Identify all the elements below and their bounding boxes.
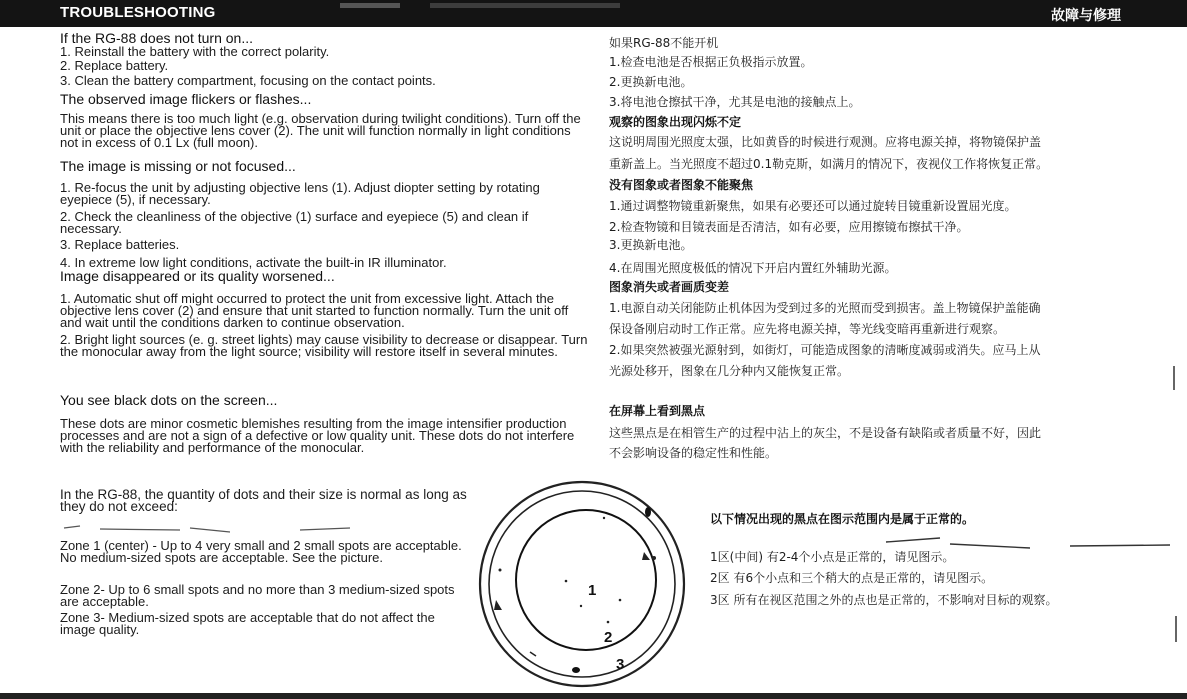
step-text: 2. Bright light sources (e. g. street lights) may cause visibility to decrease or disappear. Turn the monocular away from the light source; visibility will restore itself in several minutes. [60, 332, 588, 359]
paragraph-flicker-zh: 这说明周围光照度太强，比如黄昏的时候进行观测。应将电源关掉，将物镜保护盖 [609, 135, 1042, 149]
scan-noise [340, 3, 400, 8]
zone-1-text: Zone 1 (center) - Up to 4 very small and 2 small spots are acceptable. No medium-sized spots are acceptable. See the picture. [60, 538, 462, 565]
heading-black-dots: You see black dots on the screen... [60, 392, 278, 408]
step-text-zh: 4.在周围光照度极低的情况下开启内置红外辅助光源。 [609, 261, 897, 275]
zone-3-text-zh: 3区 所有在视区范围之外的点也是正常的，不影响对目标的观察。 [710, 593, 1058, 607]
zone-1-label: 1 [588, 582, 597, 599]
page-title-en: TROUBLESHOOTING [60, 4, 216, 21]
zone-2-text: Zone 2- Up to 6 small spots and no more than 3 medium-sized spots are acceptable. [60, 582, 455, 609]
spot-marker [530, 652, 536, 656]
heading-no-image: The image is missing or not focused... [60, 158, 296, 174]
heading-no-power-zh: 如果RG-88不能开机 [609, 36, 719, 50]
heading-dot-limits-zh: 以下情况出现的黑点在图示范围内是属于正常的。 [710, 512, 975, 526]
paragraph-black-dots-zh: 这些黑点是在相管生产的过程中沾上的灰尘，不是设备有缺陷或者质量不好，因此 [609, 426, 1042, 440]
zone-2-label: 2 [604, 629, 613, 646]
header-bar [0, 0, 1187, 27]
step-text: 3. Clean the battery compartment, focusing on the contact points. [60, 73, 436, 88]
zone-1-ring [516, 510, 656, 650]
heading-dot-limits: In the RG-88, the quantity of dots and their size is normal as long as they do not exceed: [60, 487, 467, 514]
spot-marker [652, 556, 656, 560]
scan-smudge [60, 522, 360, 536]
step-text: 2. Check the cleanliness of the objective (1) surface and eyepiece (5) and clean if necessary. [60, 209, 529, 236]
spot-marker [645, 507, 651, 517]
zone-3-label: 3 [616, 656, 625, 673]
paragraph-black-dots-zh: 不会影响设备的稳定性和性能。 [609, 446, 778, 460]
scan-smudge [880, 536, 1180, 556]
paragraph-flicker-zh: 重新盖上。当光照度不超过0.1勒克斯，如满月的情况下，夜视仪工作将恢复正常。 [609, 157, 1049, 171]
heading-flicker: The observed image flickers or flashes... [60, 91, 312, 107]
spot-marker [494, 600, 502, 610]
spot-marker [619, 599, 622, 602]
step-text: 1. Re-focus the unit by adjusting objective lens (1). Adjust diopter setting by rotating eyepiece (5), if necessary. [60, 180, 540, 207]
zone-3-ring [480, 482, 684, 686]
scan-noise [430, 3, 620, 8]
heading-no-image-zh: 没有图象或者图象不能聚焦 [609, 178, 754, 192]
heading-no-power: If the RG-88 does not turn on... [60, 30, 253, 46]
step-text-zh: 1.检查电池是否根据正负极指示放置。 [609, 55, 813, 69]
step-text-zh: 保设备刚启动时工作正常。应先将电源关掉，等光线变暗再重新进行观察。 [609, 322, 1006, 336]
step-text: 2. Replace battery. [60, 58, 169, 73]
heading-flicker-zh: 观察的图象出现闪烁不定 [609, 115, 742, 129]
step-text-zh: 1.电源自动关闭能防止机体因为受到过多的光照而受到损害。盖上物镜保护盖能确 [609, 301, 1041, 315]
page-title-zh: 故障与修理 [1051, 8, 1121, 24]
step-text-zh: 2.检查物镜和目镜表面是否清洁，如有必要，应用擦镜布擦拭干净。 [609, 220, 969, 234]
spot-marker [572, 667, 580, 673]
spot-marker [580, 605, 582, 607]
step-text-zh: 2.如果突然被强光源射到，如街灯，可能造成图象的清晰度减弱或消失。应马上从 [609, 343, 1041, 357]
zone-3-text: Zone 3- Medium-sized spots are acceptable that do not affect the image quality. [60, 610, 435, 637]
step-text: 1. Reinstall the battery with the correct polarity. [60, 44, 330, 59]
step-text: 3. Replace batteries. [60, 237, 180, 252]
heading-image-worse: Image disappeared or its quality worsened... [60, 268, 335, 284]
heading-black-dots-zh: 在屏幕上看到黑点 [609, 404, 706, 418]
step-text-zh: 3.更换新电池。 [609, 238, 693, 252]
zone-1-text-zh: 1区(中间) 有2-4个小点是正常的，请见图示。 [710, 550, 955, 564]
page-bottom-edge [0, 693, 1187, 699]
step-text-zh: 光源处移开，图象在几分种内又能恢复正常。 [609, 364, 850, 378]
step-text-zh: 3.将电池仓擦拭干净，尤其是电池的接触点上。 [609, 95, 861, 109]
step-text-zh: 1.通过调整物镜重新聚焦，如果有必要还可以通过旋转目镜重新设置屈光度。 [609, 199, 1017, 213]
scan-smudge [1164, 360, 1184, 660]
spot-marker [642, 552, 650, 560]
zone-diagram [478, 470, 688, 692]
spot-marker [607, 621, 610, 624]
spot-marker [499, 569, 502, 572]
spot-marker [565, 580, 568, 583]
zone-2-text-zh: 2区 有6个小点和三个稍大的点是正常的，请见图示。 [710, 571, 994, 585]
heading-image-worse-zh: 图象消失或者画质变差 [609, 280, 730, 294]
spot-marker [603, 517, 605, 519]
step-text: 4. In extreme low light conditions, activate the built-in IR illuminator. [60, 255, 447, 270]
step-text: 1. Automatic shut off might occurred to protect the unit from excessive light. Attach the objective lens cover (2) and ensure that unit started to function normally. Turn the unit off and wait until the conditions darken to continue observation. [60, 291, 569, 330]
paragraph-black-dots: These dots are minor cosmetic blemishes resulting from the image intensifier production processes and are not a sign of a defective or low quality unit. These dots do not interfere with the reliability and performance of the monocular. [60, 416, 575, 455]
paragraph-flicker: This means there is too much light (e.g. observation during twilight conditions). Turn off the unit or place the objective lens cover (2). The unit will function normally in light conditions not in excess of 0.1 Lx (full moon). [60, 111, 581, 150]
step-text-zh: 2.更换新电池。 [609, 75, 693, 89]
